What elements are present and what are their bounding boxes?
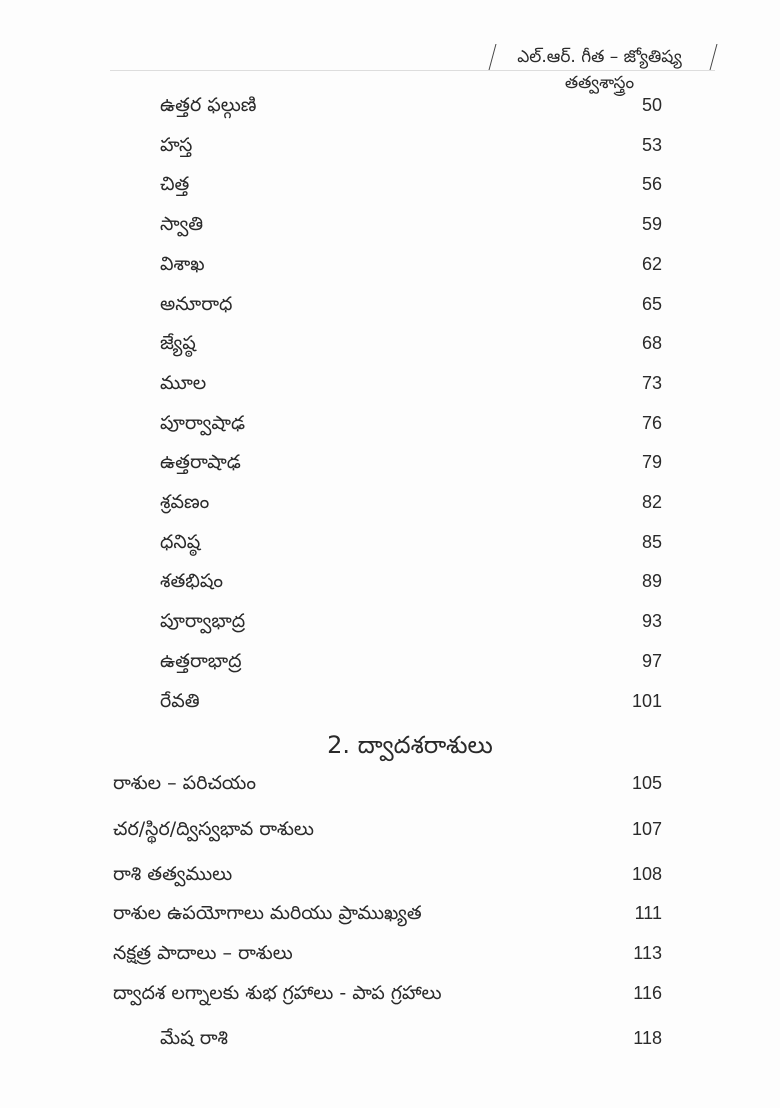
entry-title: ఉత్తరాభాద్ర	[160, 649, 242, 672]
section-heading: 2. ద్వాదశరాశులు	[327, 731, 493, 759]
entry-title: ఉత్తరాషాఢ	[160, 451, 241, 474]
entry-page-number: 68	[641, 333, 662, 354]
entry-title: విశాఖ	[160, 252, 205, 275]
entry-page-number: 76	[641, 412, 662, 433]
header-rule	[110, 70, 715, 71]
entry-title: నక్షత్ర పాదాలు – రాశులు	[113, 942, 293, 964]
entry-title: చర/స్థిర/ద్విస్వభావ రాశులు	[113, 818, 314, 840]
toc-entry	[160, 646, 662, 676]
entry-page-number: 111	[634, 903, 662, 923]
entry-page-number: 113	[633, 943, 662, 963]
entry-page-number: 79	[641, 452, 662, 473]
entry-page-number: 101	[631, 690, 662, 711]
entry-page-number: 56	[641, 174, 662, 195]
entry-title: రాశుల ఉపయోగాలు మరియు ప్రాముఖ్యత	[113, 902, 422, 924]
entry-page-number: 105	[631, 773, 662, 793]
toc-entry	[113, 768, 662, 798]
toc-entry	[160, 169, 662, 199]
entry-page-number: 59	[641, 214, 662, 235]
toc-entry	[160, 209, 662, 239]
toc-entry	[160, 130, 662, 160]
entry-title: శతభిషం	[160, 570, 224, 593]
toc-entry	[160, 1023, 662, 1053]
entry-page-number: 82	[641, 492, 662, 512]
entry-page-number: 85	[641, 531, 662, 552]
toc-entry	[160, 289, 662, 319]
entry-page-number: 50	[641, 95, 662, 115]
toc-entry	[113, 978, 662, 1008]
entry-title: జ్యేష్ఠ	[160, 332, 196, 355]
entry-page-number: 107	[631, 819, 662, 839]
entry-title: ద్వాదశ లగ్నాలకు శుభ గ్రహాలు - పాప గ్రహాలు	[113, 982, 442, 1004]
entry-page-number: 53	[641, 134, 662, 155]
toc-entry	[113, 814, 662, 844]
running-title: ఎల్.ఆర్. గీత – జ్యోతిష్య తత్వశాస్త్రం	[517, 47, 682, 93]
toc-entry	[160, 328, 662, 358]
entry-page-number: 118	[633, 1028, 662, 1048]
toc-entry	[160, 447, 662, 477]
toc-entry	[160, 249, 662, 279]
entry-page-number: 89	[641, 571, 662, 592]
entry-title: రాశి తత్వములు	[113, 863, 233, 885]
entry-page-number: 97	[641, 650, 662, 671]
entry-title: ఉత్తర ఫల్గుణి	[160, 94, 257, 116]
entry-page-number: 62	[641, 253, 662, 274]
toc-entry	[160, 368, 662, 398]
toc-entry	[160, 686, 662, 716]
toc-entry	[113, 938, 662, 968]
entry-page-number: 116	[633, 983, 662, 1003]
toc-entry	[160, 90, 662, 120]
entry-title: ధనిష్ఠ	[160, 530, 201, 553]
entry-title: రాశుల – పరిచయం	[113, 772, 256, 794]
running-header	[489, 44, 718, 93]
entry-title: రేవతి	[160, 689, 200, 712]
entry-page-number: 93	[641, 611, 662, 632]
entry-title: మేష రాశి	[160, 1027, 228, 1049]
toc-entry	[113, 898, 662, 928]
toc-entry	[160, 566, 662, 596]
entry-title: అనూరాధ	[160, 292, 233, 315]
entry-page-number: 73	[641, 372, 662, 393]
toc-entry	[160, 487, 662, 517]
entry-page-number: 65	[641, 293, 662, 314]
toc-entry	[160, 606, 662, 636]
entry-title: చిత్త	[160, 173, 190, 196]
toc-entry	[160, 527, 662, 557]
entry-title: శ్రవణం	[160, 491, 210, 513]
entry-page-number: 108	[631, 864, 662, 884]
entry-title: స్వాతి	[160, 213, 204, 236]
entry-title: మూల	[160, 371, 207, 394]
toc-entry	[160, 408, 662, 438]
toc-entry	[113, 859, 662, 889]
entry-title: హస్త	[160, 133, 193, 156]
entry-title: పూర్వాభాద్ర	[160, 610, 246, 633]
entry-title: పూర్వాషాఢ	[160, 411, 246, 434]
